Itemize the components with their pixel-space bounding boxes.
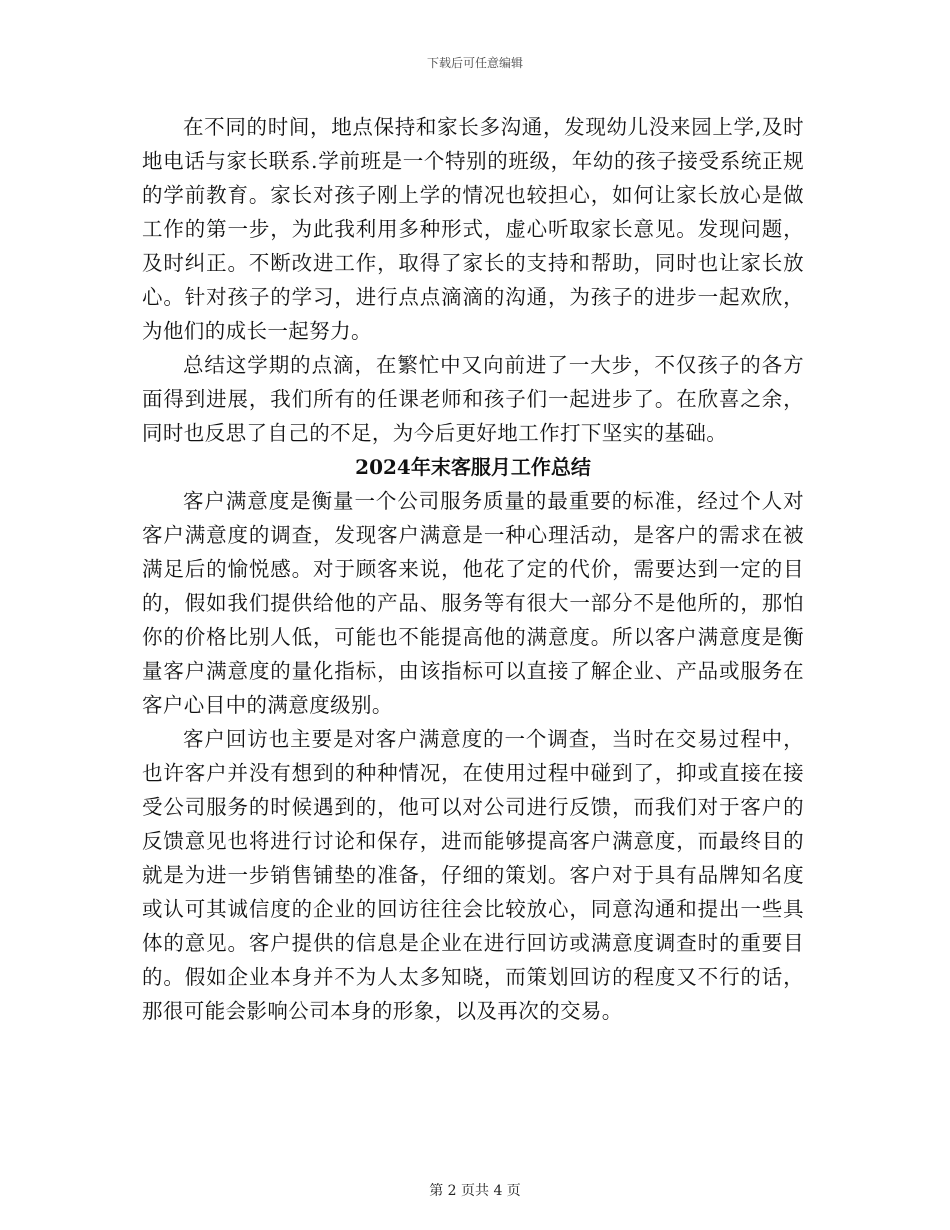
page-header: 下载后可任意编辑	[426, 56, 523, 70]
paragraph-customer-satisfaction: 客户满意度是衡量一个公司服务质量的最重要的标准，经过个人对客户满意度的调查，发现客户满意是一种心理活动，是客户的需求在被满足后的愉悦感。对于顾客来说，他花了定的代价，需要达到一定的目的，假如我们提供给他的产品、服务等有很大一部分不是他所的，那怕你的价格比别人低，可能也不能提高他的满意度。所以客户满意度是衡量客户满意度的量化指标，由该指标可以直接了解企业、产品或服务在客户心目中的满意度级别。	[142, 489, 804, 717]
paragraph-parent-communication: 在不同的时间，地点保持和家长多沟通，发现幼儿没来园上学,及时地电话与家长联系.学前班是一个特别的班级，年幼的孩子接受系统正规的学前教育。家长对孩子刚上学的情况也较担心，如何让家长放心是做工作的第一步，为此我利用多种形式，虚心听取家长意见。发现问题，及时纠正。不断改进工作，取得了家长的支持和帮助，同时也让家长放心。针对孩子的学习，进行点点滴滴的沟通，为孩子的进步一起欢欣，为他们的成长一起努力。	[142, 115, 804, 343]
paragraph-semester-summary: 总结这学期的点滴，在繁忙中又向前进了一大步，不仅孩子的各方面得到进展，我们所有的任课老师和孩子们一起进步了。在欣喜之余，同时也反思了自己的不足，为今后更好地工作打下坚实的基础。	[142, 353, 804, 445]
section-title: 2024年末客服月工作总结	[355, 455, 591, 479]
paragraph-customer-followup: 客户回访也主要是对客户满意度的一个调查，当时在交易过程中，也许客户并没有想到的种种情况，在使用过程中碰到了，抑或直接在接受公司服务的时候遇到的，他可以对公司进行反馈，而我们对于客户的反馈意见也将进行讨论和保存，进而能够提高客户满意度，而最终目的就是为进一步销售铺垫的准备，仔细的策划。客户对于具有品牌知名度或认可其诚信度的企业的回访往往会比较放心，同意沟通和提出一些具体的意见。客户提供的信息是企业在进行回访或满意度调查时的重要目的。假如企业本身并不为人太多知晓，而策划回访的程度又不行的话，那很可能会影响公司本身的形象，以及再次的交易。	[142, 727, 804, 1023]
document-body	[142, 110, 804, 1028]
page-footer: 第 2 页共 4 页	[429, 1183, 521, 1199]
